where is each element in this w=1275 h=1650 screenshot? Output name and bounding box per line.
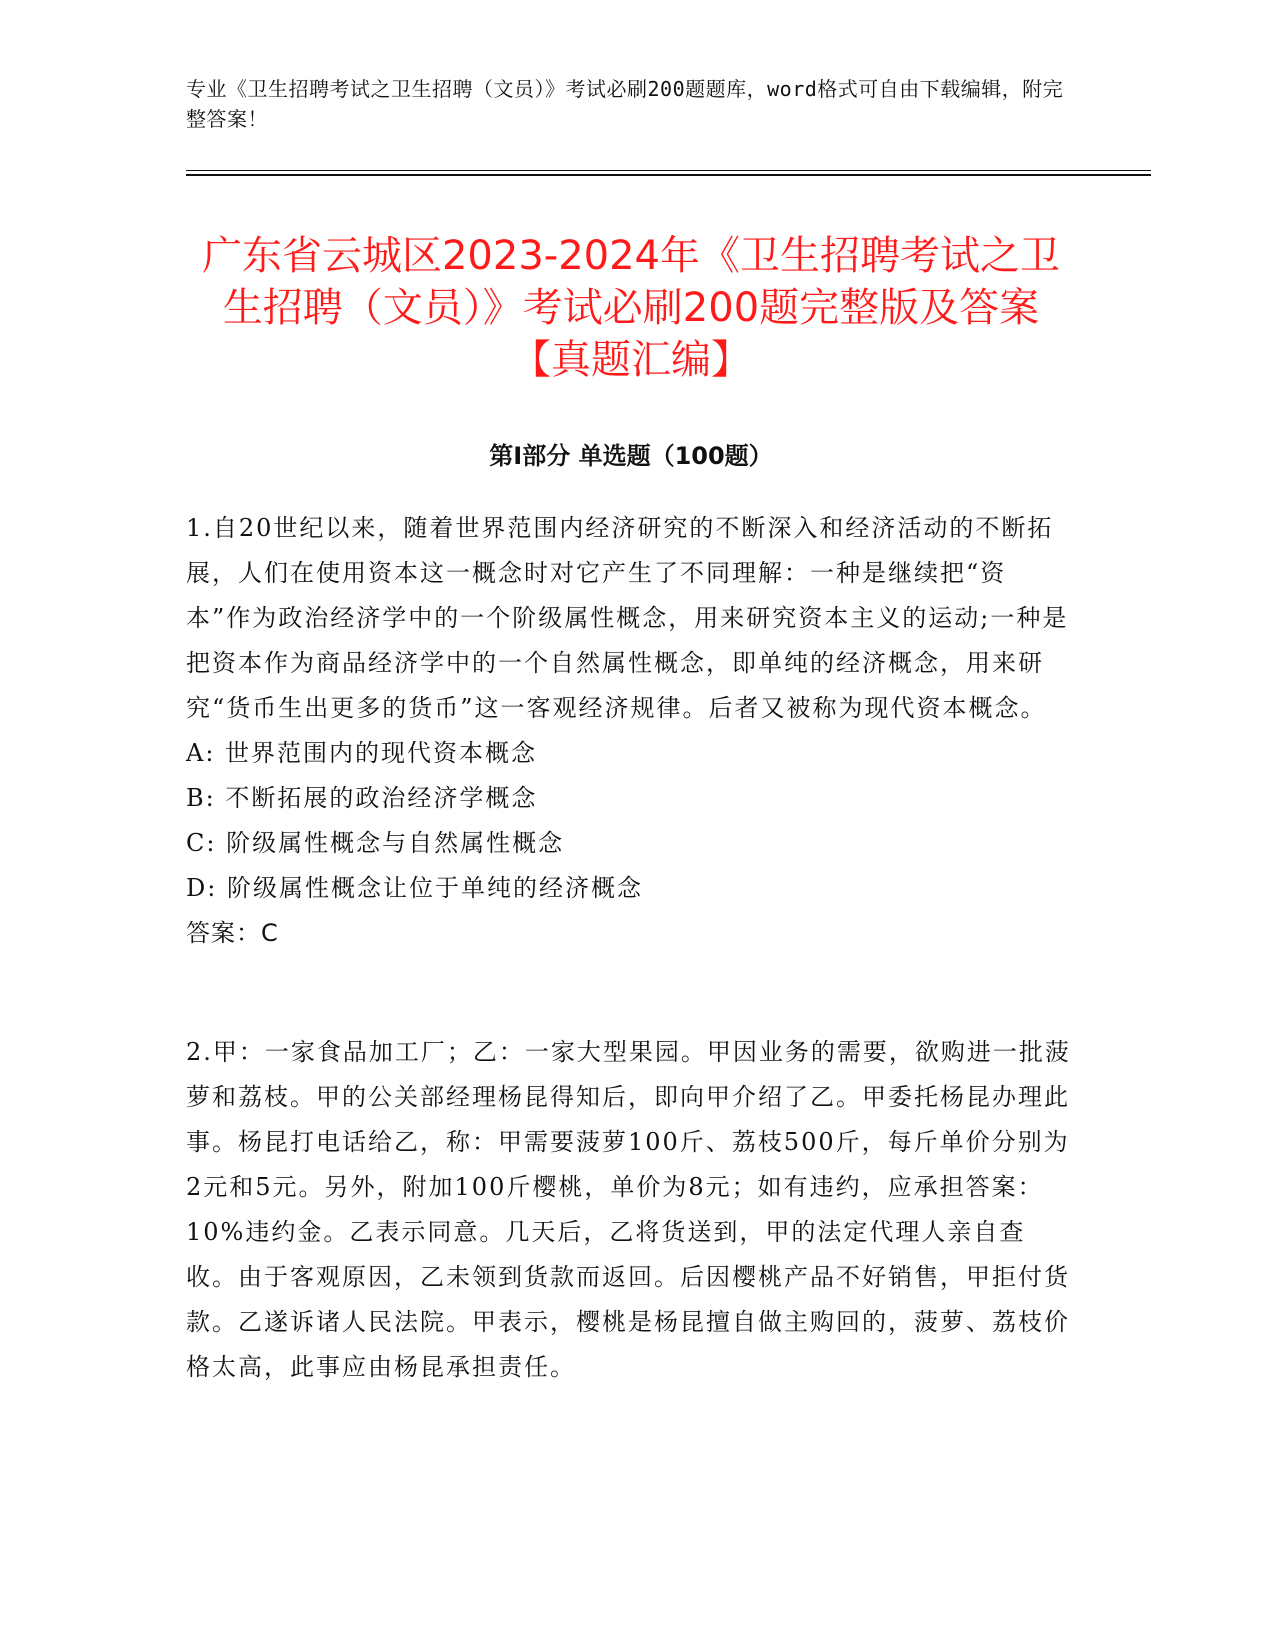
option-d: D: 阶级属性概念让位于单纯的经济概念 [186,874,643,902]
question-2 [186,1030,1071,1390]
option-b: B: 不断拓展的政治经济学概念 [186,784,538,812]
answer-line: 答案：C [186,919,279,947]
question-stem: 2.甲：一家食品加工厂；乙：一家大型果园。甲因业务的需要，欲购进一批菠萝和荔枝。甲的公关部经理杨昆得知后，即向甲介绍了乙。甲委托杨昆办理此事。杨昆打电话给乙，称：甲需要菠萝100斤、荔枝500斤，每斤单价分别为2元和5元。另外，附加100斤樱桃，单价为8元；如有违约，应承担答案：10%违约金。乙表示同意。几天后，乙将货送到，甲的法定代理人亲自查收。由于客观原因，乙未领到货款而返回。后因樱桃产品不好销售，甲拒付货款。乙遂诉诸人民法院。甲表示，樱桃是杨昆擅自做主购回的，菠萝、荔枝价格太高，此事应由杨昆承担责任。 [186,1038,1071,1381]
section-heading: 第I部分 单选题（100题） [489,442,773,470]
document-title: 广东省云城区2023-2024年《卫生招聘考试之卫生招聘（文员）》考试必刷200题完整版及答案【真题汇编】 [201,233,1061,383]
header-divider-thin [186,170,1151,171]
question-1 [186,506,1071,956]
option-a: A: 世界范围内的现代资本概念 [186,739,538,767]
question-stem: 1.自20世纪以来，随着世界范围内经济研究的不断深入和经济活动的不断拓展，人们在使用资本这一概念时对它产生了不同理解：一种是继续把“资本”作为政治经济学中的一个阶级属性概念，用来研究资本主义的运动;一种是把资本作为商品经济学中的一个自然属性概念，即单纯的经济概念，用来研究“货币生出更多的货币”这一客观经济规律。后者又被称为现代资本概念。 [186,514,1069,722]
header-note: 专业《卫生招聘考试之卫生招聘（文员）》考试必刷200题题库，word格式可自由下载编辑，附完整答案！ [186,77,1064,131]
option-c: C: 阶级属性概念与自然属性概念 [186,829,565,857]
header-divider-thick [186,174,1151,176]
